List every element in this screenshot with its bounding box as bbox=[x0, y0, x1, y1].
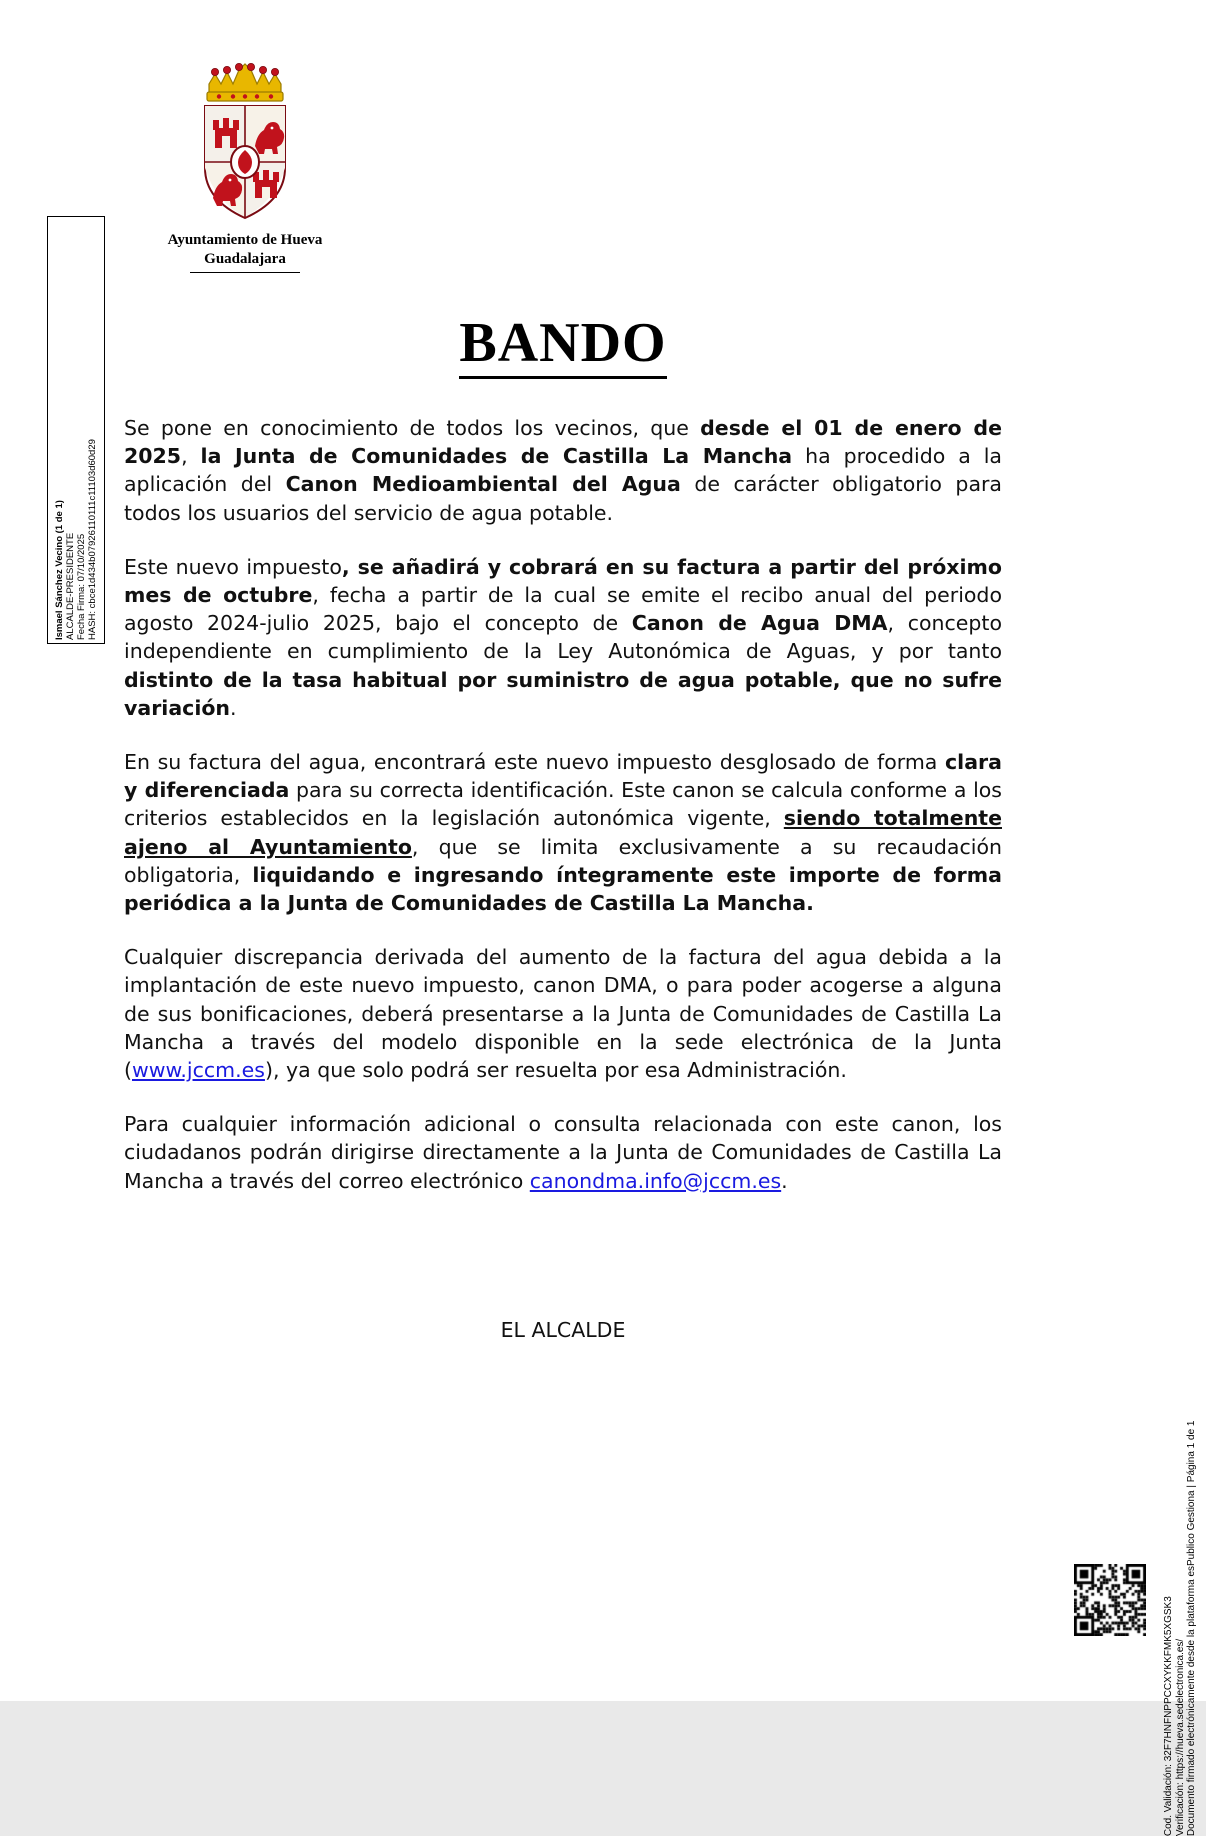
text-run: . bbox=[781, 1168, 788, 1193]
text-run: ), ya que solo podrá ser resuelta por esa Administración. bbox=[264, 1058, 847, 1083]
paragraph bbox=[124, 1110, 1002, 1195]
validation-url: Verificación: https://hueva.sedelectronica.es/ bbox=[1175, 1638, 1186, 1836]
signature-signer: Ismael Sánchez Vecino (1 de 1) bbox=[54, 500, 65, 640]
text-run: de carácter obligatorio para todos los usuarios del servicio de agua potable. bbox=[124, 472, 1002, 525]
entity-divider bbox=[190, 272, 300, 273]
page-title-text: BANDO bbox=[459, 312, 666, 379]
underline-run: siendo totalmente ajeno al Ayuntamiento bbox=[124, 806, 1002, 859]
document-body bbox=[124, 414, 1002, 1221]
signature-role: ALCALDE-PRESIDENTE bbox=[65, 532, 76, 640]
text-run: Para cualquier información adicional o consulta relacionada con este canon, los ciudadanos podrán dirigirse directamente a la Junta de Comunidades de Castilla La Mancha a través del correo electrónico bbox=[124, 1112, 1002, 1193]
bold-run: la Junta de Comunidades de Castilla La Mancha bbox=[200, 444, 793, 469]
inline-link[interactable]: canondma.info@jccm.es bbox=[529, 1168, 782, 1193]
paragraph bbox=[124, 748, 1002, 917]
text-run: , fecha a partir de la cual se emite el recibo anual del periodo agosto 2024-julio 2025, bajo el concepto de bbox=[124, 583, 1002, 636]
validation-code: Cod. Validación: 32F7HNFNPPCCXYKKFMK5XGSK3 bbox=[1163, 1595, 1175, 1836]
validation-sidebar-text bbox=[1164, 1420, 1199, 1836]
paragraph bbox=[124, 943, 1002, 1084]
document-header bbox=[120, 50, 370, 273]
signoff-line: EL ALCALDE bbox=[500, 1318, 626, 1342]
text-run: Este nuevo impuesto bbox=[124, 554, 342, 579]
text-run: , que se limita exclusivamente a su recaudación obligatoria, bbox=[124, 834, 1002, 887]
validation-sidebar bbox=[1152, 960, 1198, 1836]
text-run: . bbox=[230, 695, 237, 720]
paragraph bbox=[124, 414, 1002, 527]
bold-run: Canon de Agua DMA bbox=[631, 611, 888, 636]
text-run: , concepto independiente en cumplimiento de la Ley Autonómica de Aguas, y por tanto bbox=[124, 611, 1002, 664]
signature-date: Fecha Firma: 07/10/2025 bbox=[76, 533, 87, 640]
text-run: , bbox=[181, 444, 201, 469]
bold-run: clara y diferenciada bbox=[124, 750, 1002, 803]
page-title bbox=[124, 312, 1002, 374]
bold-run: Canon Medioambiental del Agua bbox=[285, 472, 681, 497]
qr-code-icon bbox=[1074, 1564, 1146, 1636]
signature-hash: HASH: cbce1d434b07926110111c11103d60d29 bbox=[87, 439, 98, 640]
bold-run: , se añadirá y cobrará en su factura a partir del próximo mes de octubre bbox=[124, 554, 1002, 608]
text-run: En su factura del agua, encontrará este nuevo impuesto desglosado de forma bbox=[124, 750, 946, 775]
bold-run: desde el 01 de enero de 2025 bbox=[124, 416, 1002, 469]
entity-line-2: Guadalajara bbox=[204, 251, 286, 267]
coat-of-arms-icon bbox=[185, 50, 305, 225]
inline-link[interactable]: www.jccm.es bbox=[132, 1058, 265, 1083]
text-run: ha procedido a la aplicación del bbox=[124, 444, 1002, 497]
validation-platform: Documento firmado electrónicamente desde la plataforma esPublico Gestiona | Página 1 de 1 bbox=[1186, 1420, 1198, 1836]
signature-stamp bbox=[47, 216, 105, 644]
paragraph bbox=[124, 553, 1002, 722]
signature-stamp-text bbox=[54, 220, 98, 640]
entity-name bbox=[120, 231, 370, 269]
entity-line-1: Ayuntamiento de Hueva bbox=[167, 232, 323, 248]
bold-run: liquidando e ingresando íntegramente este importe de forma periódica a la Junta de Comunidades de Castilla La Mancha. bbox=[124, 862, 1002, 916]
text-run: Se pone en conocimiento de todos los vecinos, que bbox=[124, 416, 701, 440]
text-run: para su correcta identificación. Este canon se calcula conforme a los criterios establecidos en la legislación autonómica vigente, bbox=[124, 778, 1002, 831]
bold-run: distinto de la tasa habitual por suministro de agua potable, que no sufre variación bbox=[124, 667, 1002, 720]
text-run: Cualquier discrepancia derivada del aumento de la factura del agua debida a la implantación de este nuevo impuesto, canon DMA, o para poder acogerse a alguna de sus bonificaciones, deberá presentarse a la Junta de Comunidades de Castilla La Mancha a través del modelo disponible en la sede electrónica de la Junta ( bbox=[124, 945, 1002, 1083]
